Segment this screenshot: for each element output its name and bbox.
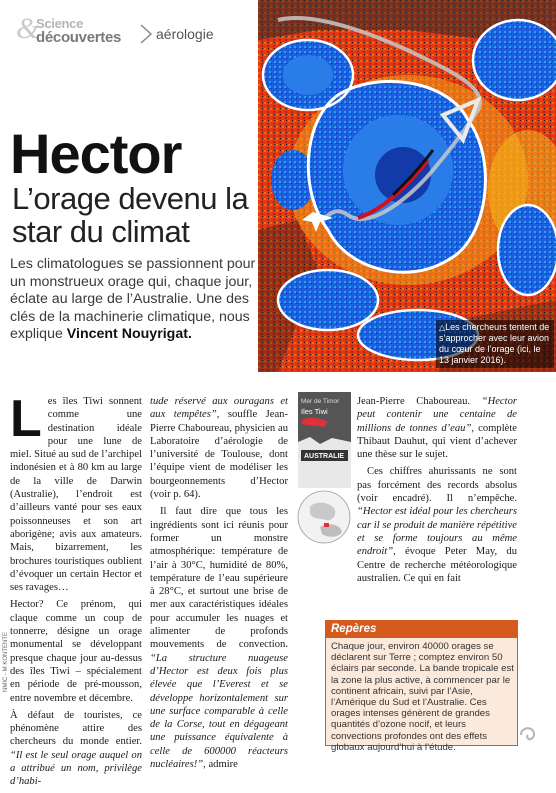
body-column-2 [150, 395, 288, 775]
paragraph-text: Il faut dire que tous les ingrédients sont ici réunis pour former un monstre atmosphérique: température de l’air à 30°C, humidité de 80%, température de l’eau supérieure à 28°C, et surtout une brise de mer aux caractéristiques idéales pour accumuler les nuages et alimenter de profonds mouvements de convection. [150, 506, 288, 651]
reperes-text: Chaque jour, environ 40000 orages se déclarent sur Terre ; comptez environ 50 éclairs par seconde. La bande tropicale est la zone la plus active, à commencer par le continent africain, suivi par l’Asie, l’Amérique du Sud et l’Australie. Ces orages intenses génèrent de grandes quantités d’ozone nocif, et leurs convections profondes ont des effets globaux aujourd’hui à l’étude. [331, 641, 514, 753]
paragraph: Hector? Ce prénom, qui claque comme un coup de tonnerre, désigne un orage monumental se développant presque chaque jour au-dessus des îles Tiwi – spécialement en période de pré-mousson, entre novembre et décembre. [10, 599, 142, 704]
body-column-3 [357, 395, 517, 589]
article-title: Hector [10, 122, 182, 185]
paragraph [10, 709, 142, 789]
quote-text: “Hector peut contenir une centaine de millions de tonnes d’eau” [357, 396, 517, 434]
drop-cap: L [10, 390, 42, 448]
photo-credit: NMIC - M KONTENTE [3, 632, 9, 692]
quote-text: “Il est le seul orage auquel on a attribué un nom, privilège d’habi- [10, 749, 142, 788]
reperes-title: Repères [326, 621, 517, 638]
quote-text: “La structure nuageuse d’Hector est deux fois plus élevée que l’Everest et se développe horizontalement sur une surface comparable à celle de la Corse, tout en dégageant une puissance équivalente à celle de 600000 réacteurs nucléaires!” [150, 652, 288, 771]
paragraph-text: Jean-Pierre Chaboureau. [357, 396, 482, 407]
logo-ampersand: & [16, 12, 40, 45]
australia-landmass [298, 437, 351, 488]
paragraph-text: , admire [203, 759, 238, 771]
paragraph [357, 395, 517, 461]
article-lead [10, 256, 260, 344]
image-caption [436, 320, 554, 368]
paragraph-text: , complète Thibaut Dauhut, qui vient d’achever une thèse sur le sujet. [357, 422, 517, 461]
map-islands-label: Iles Tiwi [301, 407, 328, 416]
lead-text: Les climatologues se passionnent pour un monstrueux orage qui, chaque jour, éclate au large de l’Australie. Une des clés de la machinerie climatique, nous explique [10, 256, 256, 342]
paragraph [150, 395, 288, 501]
map-sea-label: Mer de Timor [301, 398, 340, 405]
paragraph-text: es îles Tiwi sonnent comme une destination idéale pour une lune de miel. Situé au sud de l’archipel indonésien et à 80 km au large de la ville de Darwin (Australie), l’endroit est d’ailleurs vanté pour ses eaux poissonneuses et son art aborigène; avis aux amateurs. Mais, bizarrement, les brochures touristiques oublient d’évoquer un certain Hector et ses ravages… [10, 396, 142, 594]
body-column-1 [10, 390, 142, 793]
logo-top: Science [36, 16, 84, 31]
article-subtitle: L’orage devenu la star du climat [12, 181, 249, 249]
quote-text: tude réservé aux ouragans et aux tempêtes” [150, 396, 288, 421]
caption-marker: △ [439, 323, 446, 332]
magazine-logo [10, 14, 128, 48]
paragraph-text: , évoque Peter May, du Centre de recherche météorologique australien. Ce qui en fait [357, 546, 517, 584]
chevron-right-icon [139, 24, 153, 44]
paragraph [150, 505, 288, 771]
logo-bottom: découvertes [36, 29, 122, 46]
lead-author: Vincent Nouyrigat. [66, 326, 192, 342]
paragraph-text: Ces chiffres ahurissants ne sont pas forcément des records absolus (voir encadré). Il n’empêche. [357, 466, 517, 505]
quote-text: “Hector est idéal pour les chercheurs car il se produit de manière répétitive et se forme toujours au même endroit” [357, 506, 517, 558]
paragraph-text: , souffle Jean-Pierre Chaboureau, physicien au Laboratoire d’aérologie de l’université de Toulouse, dont l’équipe vient de modéliser les bourgeonnements d’Hector (voir p. 64). [150, 409, 288, 501]
paragraph [10, 390, 142, 594]
paragraph-text: À défaut de touristes, ce phénomène attire des chercheurs du monde entier. [10, 709, 142, 748]
australia-map [298, 392, 351, 550]
caption-text: Les chercheurs tentent de s’approcher avec leur avion du cœur de l’orage (ici, le 13 janvier 2016). [439, 322, 550, 365]
map-country-label: AUSTRALIE [304, 453, 345, 460]
section-header [10, 14, 260, 48]
page-end-icon [519, 725, 539, 745]
reperes-box [325, 620, 518, 753]
storm-radar-image [258, 0, 556, 372]
paragraph [357, 465, 517, 585]
section-label: aérologie [156, 26, 214, 42]
